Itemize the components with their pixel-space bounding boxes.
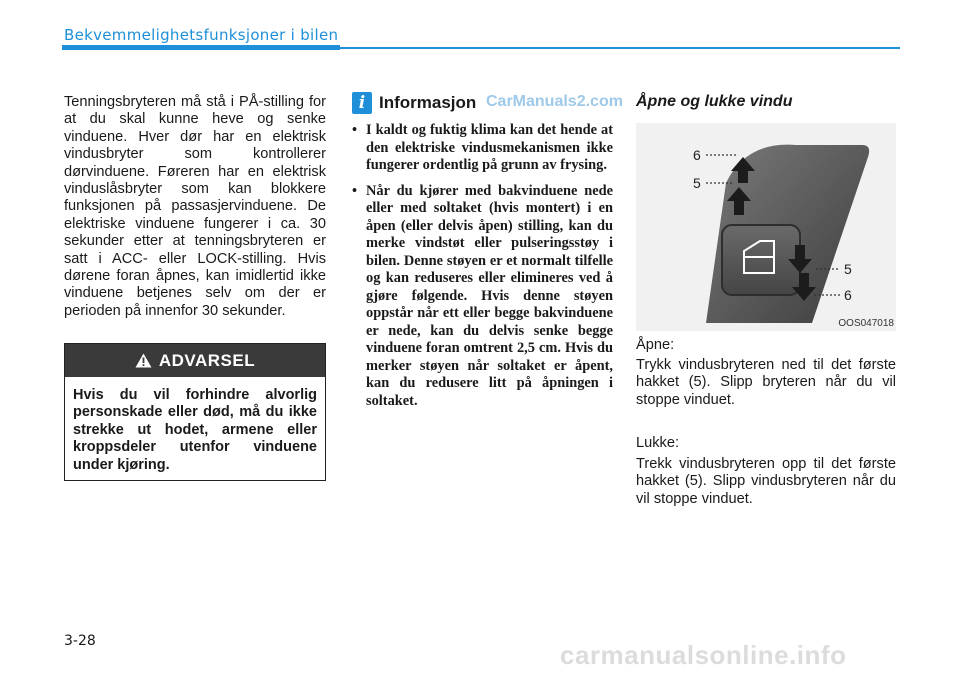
info-list	[352, 122, 613, 418]
open-text: Trykk vindusbryteren ned til det første hakket (5). Slipp bryteren når du vil stoppe vinduet.	[636, 357, 896, 408]
watermark-bottom: carmanualsonline.info	[560, 640, 847, 670]
list-item	[352, 122, 613, 175]
window-switch-figure	[636, 123, 896, 331]
bullet-icon: •	[352, 182, 358, 199]
warning-text: Hvis du vil forhindre alvorlig personskade eller død, må du ikke strekke ut hodet, armene eller kroppsdeler utenfor vinduene under kjøring.	[73, 387, 317, 473]
bullet-icon: •	[352, 122, 358, 138]
figure-code: OOS047018	[838, 318, 894, 329]
figure-label-up-1: 5	[693, 175, 701, 191]
info-title: Informasjon	[379, 93, 477, 112]
warning-header	[65, 344, 325, 377]
info-item-text: Når du kjører med bakvinduene nede eller med soltaket (hvis montert) i en åpen (eller delvis åpen) stilling, kan du merke vindstøt eller pulseringsstøy i bilen. Denne støyen er et normalt tilfelle og kan reduseres eller elimineres ved å gjøre følgende. Hvis denne støyen oppstår når ett eller begge bakvinduene er nede, kan du delvis senke begge vinduene foran omtrent 2,5 cm. Hvis du merker støyen når soltaket er åpent, kan du redusere litt på åpningen i soltaket.	[366, 182, 613, 409]
window-switch-illustration	[636, 123, 896, 331]
open-label: Åpne:	[636, 337, 675, 353]
header-divider-thick	[62, 45, 340, 50]
warning-title: ADVARSEL	[158, 350, 256, 370]
warning-icon	[135, 353, 152, 368]
watermark-top: CarManuals2.com	[486, 93, 623, 110]
info-heading	[352, 92, 476, 114]
header-divider-thin	[340, 47, 900, 49]
figure-label-down-2: 6	[844, 287, 852, 303]
warning-box	[64, 343, 326, 481]
figure-label-up-2: 6	[693, 147, 701, 163]
info-item-text: I kaldt og fuktig klima kan det hende at den elektriske vindusmekanismen ikke fungerer ordentlig på grunn av frysing.	[366, 122, 613, 173]
intro-paragraph: Tenningsbryteren må stå i PÅ-stilling for at du skal kunne heve og senke vinduene. Hver dør har en elektrisk vindusbryter som kontrollerer dørvinduene. Føreren har en elektrisk vinduslåsbryter som kan blokkere funksjonen på passasjervinduene. De elektriske vinduene fungerer i ca. 30 sekunder etter at tenningsbryteren er satt i ACC- eller LOCK-stilling. Hvis dørene foran åpnes, kan imidlertid ikke vinduene betjenes selv om der er perioden på innenfor 30 sekunder.	[64, 94, 326, 319]
close-label: Lukke:	[636, 435, 679, 451]
window-section-title: Åpne og lukke vindu	[636, 93, 793, 110]
section-title: Bekvemmelighetsfunksjoner i bilen	[64, 26, 339, 44]
list-item	[352, 183, 613, 411]
figure-label-down-1: 5	[844, 261, 852, 277]
close-text: Trekk vindusbryteren opp til det første hakket (5). Slipp vindusbryteren når du vil stoppe vinduet.	[636, 456, 896, 507]
info-icon: i	[352, 92, 372, 114]
page-number: 3-28	[64, 633, 96, 649]
